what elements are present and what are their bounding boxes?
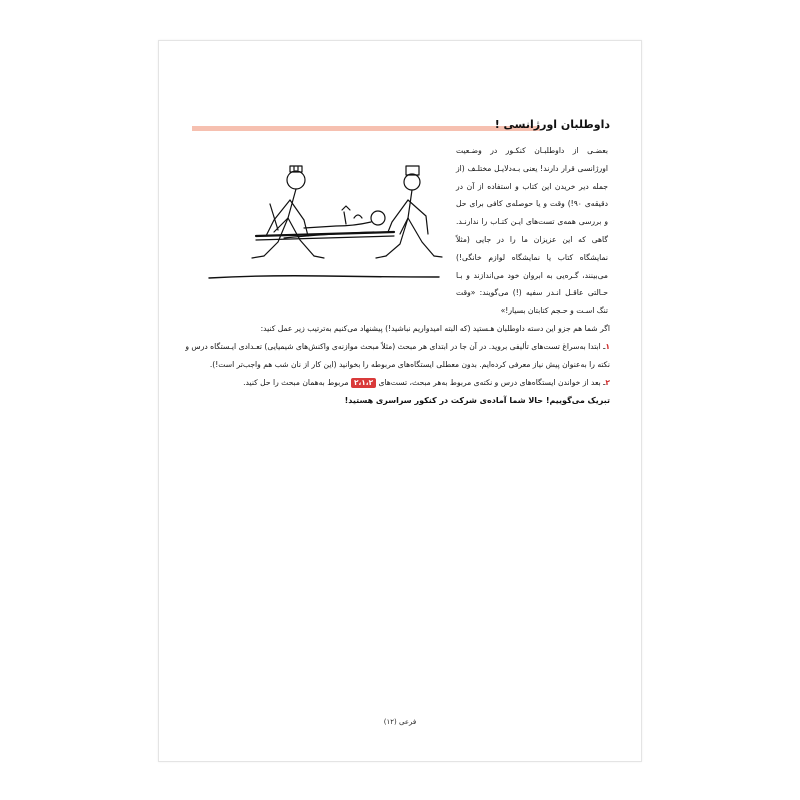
step-2-line <box>190 378 610 388</box>
step-2-text-a: ـ بعد از خواندن ایستگاه‌های درس و نکته‌ی مربوط به‌هر مبحث، تست‌های <box>378 378 606 387</box>
page-footer-label: فرعی (۱۲) <box>383 718 417 726</box>
body-line-intro: اگر شما هم جزو این دسته داوطلبان هـستید (که البته امیدواریم نباشید!) پیشنهاد می‌کنیم به‌ترتیب زیر عمل کنید: <box>260 324 610 333</box>
stretcher-cartoon-illustration <box>204 160 444 280</box>
heading-title: داوطلبان اورژانسی ! <box>494 118 610 131</box>
step-1-line <box>185 342 610 351</box>
test-range-badge: ۲،۱،۲ <box>351 378 376 388</box>
step-1-number: ۱ <box>605 342 610 351</box>
closing-line: تبریک می‌گوییم! حالا شما آماده‌ی شرکت در کنکور سراسری هستید! <box>344 396 610 405</box>
step-1-continuation: نکته را به‌عنوان پیش نیاز معرفی کرده‌ایم. بدون معطلی ایستگاه‌های مربوطه را بخوانید (این کار از نان شب هم واجب‌تر است!). <box>209 360 610 369</box>
step-2-text-b: مربوط به‌همان مبحث را حل کنید. <box>243 378 349 387</box>
intro-paragraph: بعضـی از داوطلبـان کنکـور در وضـعیت اورژانسی قرار دارند! یعنی بـه‌دلایـل مختلـف (از جمله دیر خریدن این کتاب و استفاده از آن در دقیقه‌ی ۹۰!) وقت و یا حوصله‌ی کافی برای حل و بررسی همه‌ی تست‌های ایـن کتـاب را ندارنـد. گاهی که این عزیزان ما را در جایی (مثلاً نمایشگاه کتاب یا نمایشگاه لوازم خانگی!) می‌بینند، گـره‌یی به ابروان خود می‌اندازند و بـا حـالتی عاقـل انـدر سفیه (!) می‌گویند: «وقت تنگ اسـت و حـجم کتابتان بسیار!» <box>456 146 608 316</box>
section-heading <box>192 118 610 140</box>
heading-accent-bar <box>192 126 540 131</box>
step-2-number: ۲ <box>605 378 610 387</box>
step-1-text: ـ ابتدا به‌سراغ تست‌های تألیفی بروید. در آن جا در ابتدای هر مبحث (مثلاً مبحث موازنه‌ی واکنش‌های شیمیایی) تعـدادی ایـستگاه درس و <box>185 342 606 351</box>
